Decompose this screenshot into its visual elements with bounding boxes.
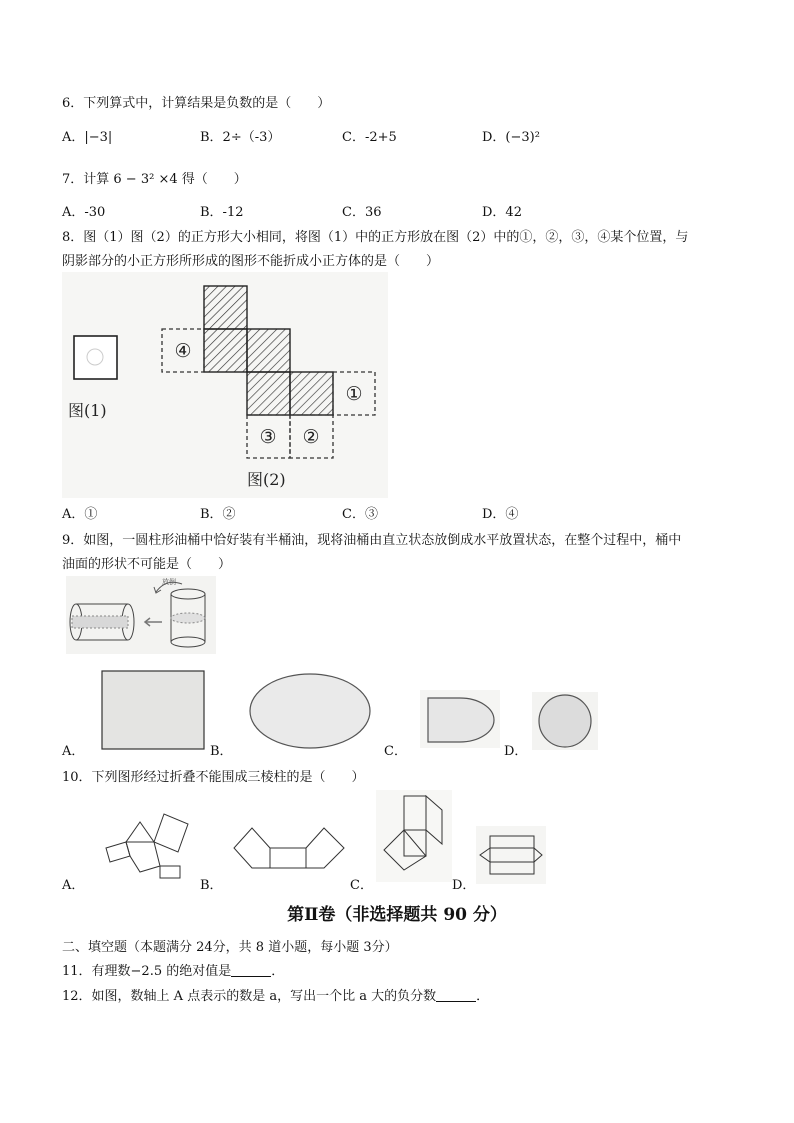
q9-option-b: B． [210, 744, 233, 759]
q9-shape-rectangle [101, 670, 205, 750]
q9-shape-cut-ellipse [420, 690, 500, 748]
q12 [62, 985, 489, 1004]
fig1-square [74, 336, 117, 379]
q11-end: ． [271, 964, 285, 979]
q10-net-d [476, 826, 546, 884]
shaded-square [247, 329, 290, 372]
q9-option-a: A． [62, 744, 85, 759]
q12-answer-blank[interactable] [436, 989, 476, 1002]
q10-stem: 10．下列图形经过折叠不能围成三棱柱的是（ ） [62, 770, 365, 785]
q11 [62, 960, 284, 979]
q8-option-b: B．② [200, 507, 236, 522]
label-4: ④ [174, 340, 192, 362]
q9-figure [66, 576, 216, 654]
q10-net-c [376, 790, 452, 882]
q10-option-b: B． [200, 878, 223, 893]
q9-shape-ellipse [248, 672, 372, 750]
q8-option-d: D．④ [482, 507, 519, 522]
q6-option-d: D．(−3)² [482, 130, 540, 145]
q9-shape-circle [532, 692, 598, 750]
q8-stem-line1: 8．图（1）图（2）的正方形大小相同，将图（1）中的正方形放在图（2）中的①，②，③，④某个位置，与 [62, 230, 689, 245]
section-title: 第Ⅱ卷（非选择题共 90 分） [287, 905, 507, 925]
shaded-square [204, 286, 247, 329]
q8-option-c: C．③ [342, 507, 378, 522]
q10-option-a: A． [62, 878, 85, 893]
q10-option-d: D． [452, 878, 476, 893]
shaded-square [204, 329, 247, 372]
q9-option-d: D． [504, 744, 528, 759]
label-3: ③ [259, 426, 277, 448]
q9-option-c: C． [384, 744, 407, 759]
q6-option-b: B．2÷（-3） [200, 130, 281, 145]
q7-stem: 7．计算 6 − 3² ×4 得（ ） [62, 172, 247, 187]
shaded-square [290, 372, 333, 415]
q9-fig-label: 放倒 [162, 578, 176, 586]
q10-net-b [232, 820, 346, 876]
q10-net-a [104, 804, 204, 880]
fig2-caption: 图(2) [247, 470, 286, 489]
q7-option-c: C．36 [342, 205, 382, 220]
q9-stem-line1: 9．如图，一圆柱形油桶中恰好装有半桶油，现将油桶由直立状态放倒成水平放置状态，在整个过程中，桶中 [62, 533, 682, 548]
q7-option-d: D．42 [482, 205, 522, 220]
q9-stem-line2: 油面的形状不可能是（ ） [62, 557, 232, 572]
q12-end: ． [476, 989, 490, 1004]
q7-option-a: A．-30 [62, 205, 106, 220]
q11-stem: 11．有理数−2.5 的绝对值是 [62, 964, 232, 979]
section-part-heading: 二、填空题（本题满分 24分，共 8 道小题，每小题 3分） [62, 940, 398, 955]
label-2: ② [302, 426, 320, 448]
q8-option-a: A．① [62, 507, 98, 522]
label-1: ① [345, 383, 363, 405]
q6-option-c: C．-2+5 [342, 130, 397, 145]
q6-stem: 6．下列算式中，计算结果是负数的是（ ） [62, 96, 331, 111]
q11-answer-blank[interactable] [231, 964, 271, 977]
q10-option-c: C． [350, 878, 373, 893]
fig1-caption: 图(1) [68, 401, 107, 420]
shaded-square [247, 372, 290, 415]
q7-option-b: B．-12 [200, 205, 244, 220]
q12-stem: 12．如图，数轴上 A 点表示的数是 a，写出一个比 a 大的负分数 [62, 989, 437, 1004]
q8-figure [62, 272, 388, 498]
q6-option-a: A．|−3| [62, 130, 113, 145]
q8-stem-line2: 阴影部分的小正方形所形成的图形不能折成小正方体的是（ ） [62, 254, 440, 269]
